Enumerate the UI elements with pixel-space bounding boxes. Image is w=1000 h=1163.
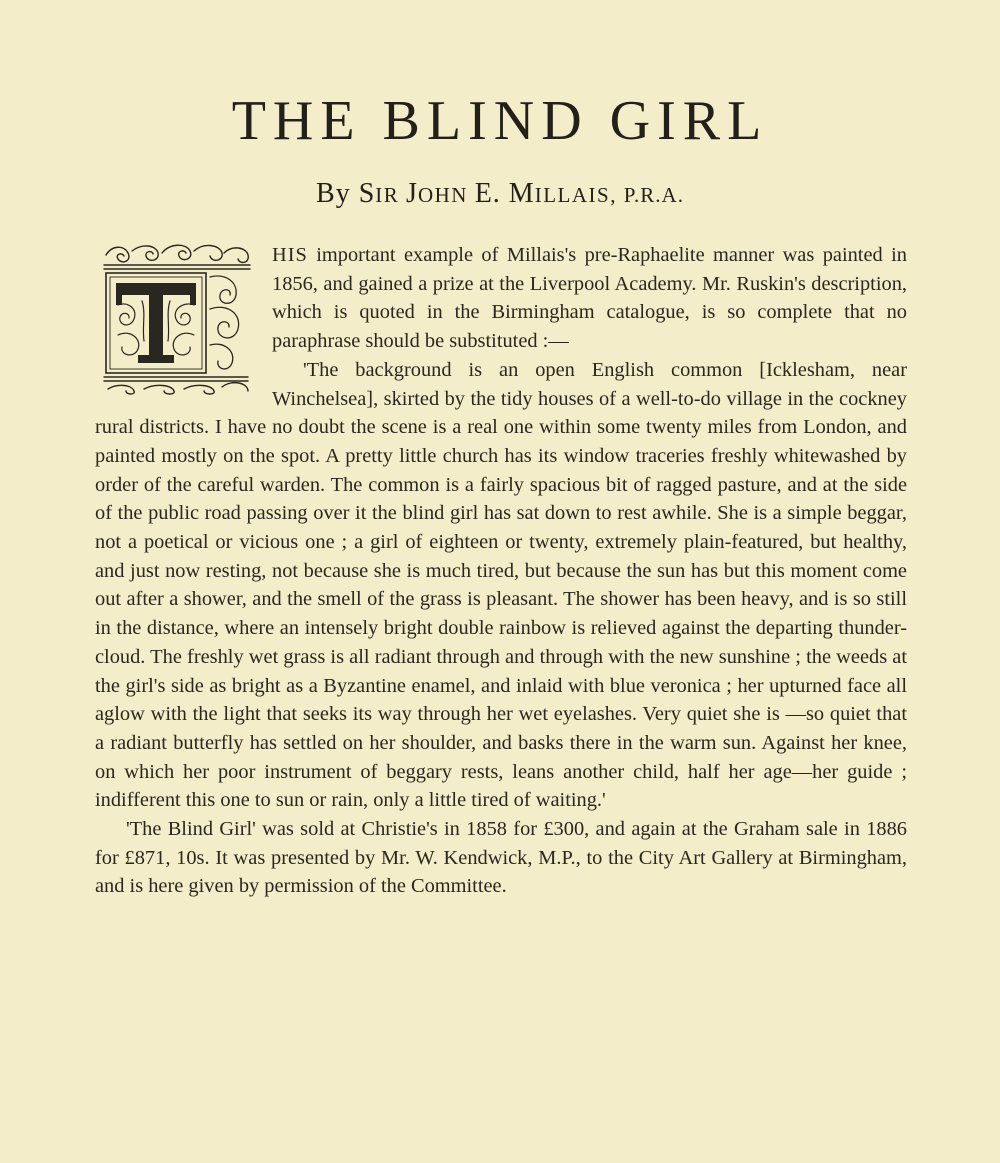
byline-name-john-rest: OHN <box>417 183 475 207</box>
byline <box>0 180 1000 208</box>
byline-name-sir-initial: S <box>358 178 376 209</box>
byline-suffix: P.R.A. <box>623 183 684 207</box>
ornamental-initial-t-icon <box>98 243 258 395</box>
paragraph-ruskin-quote: 'The background is an open English common [Icklesham, near Winchelsea], skirted by the tidy houses of a well-to-do village in the cockney rural districts. I have no doubt the scene is a real one within some twenty miles from London, and painted mostly on the spot. A pretty little church has its window traceries freshly whitewashed by order of the careful warden. The common is a fairly spacious bit of ragged pasture, and at the side of the public road passing over it the blind girl has sat down to rest awhile. She is a simple beggar, not a poetical or vicious one ; a girl of eighteen or twenty, extremely plain-featured, but healthy, and just now resting, not because she is much tired, but because the sun has but this moment come out after a shower, and the smell of the grass is pleasant. The shower has been heavy, and is so still in the distance, where an intensely bright double rainbow is relieved against the departing thunder-cloud. The freshly wet grass is all radiant through and through with the new sunshine ; the weeds at the girl's side as bright as a Byzantine enamel, and inlaid with blue veronica ; her upturned face all aglow with the light that seeks its way through her wet eyelashes. Very quiet she is —so quiet that a radiant butterfly has settled on her shoulder, and basks there in the warm sun. Against her knee, on which her poor instrument of beggary rests, leans another child, half her age—her guide ; indifferent this one to sun or rain, only a little tired of waiting.' <box>95 358 907 812</box>
page-title: THE BLIND GIRL <box>231 90 769 152</box>
byline-name-e-initial: E. <box>474 178 509 209</box>
byline-prefix: By <box>316 178 359 209</box>
byline-name-sir-rest: IR <box>375 183 407 207</box>
paragraph-provenance: 'The Blind Girl' was sold at Christie's in 1858 for £300, and again at the Graham sale in 1886 for £871, 10s. It was presented by Mr. W. Kendwick, M.P., to the City Art Gallery at Birmingham, and is here given by permission of the Committee. <box>95 818 907 898</box>
byline-name-millais-initial: M <box>508 178 535 209</box>
intro-text: important example of Millais's pre-Raphaelite manner was painted in 1856, and gained a prize at the Liverpool Academy. Mr. Ruskin's description, which is quoted in the Birmingham catalogue, is so complete that no paraphrase should be substituted :— <box>272 244 907 353</box>
article-body <box>95 241 907 901</box>
intro-first-word: HIS <box>272 244 308 266</box>
byline-name-john-initial: J <box>406 178 418 209</box>
byline-name-millais-rest: ILLAIS, <box>534 183 624 207</box>
